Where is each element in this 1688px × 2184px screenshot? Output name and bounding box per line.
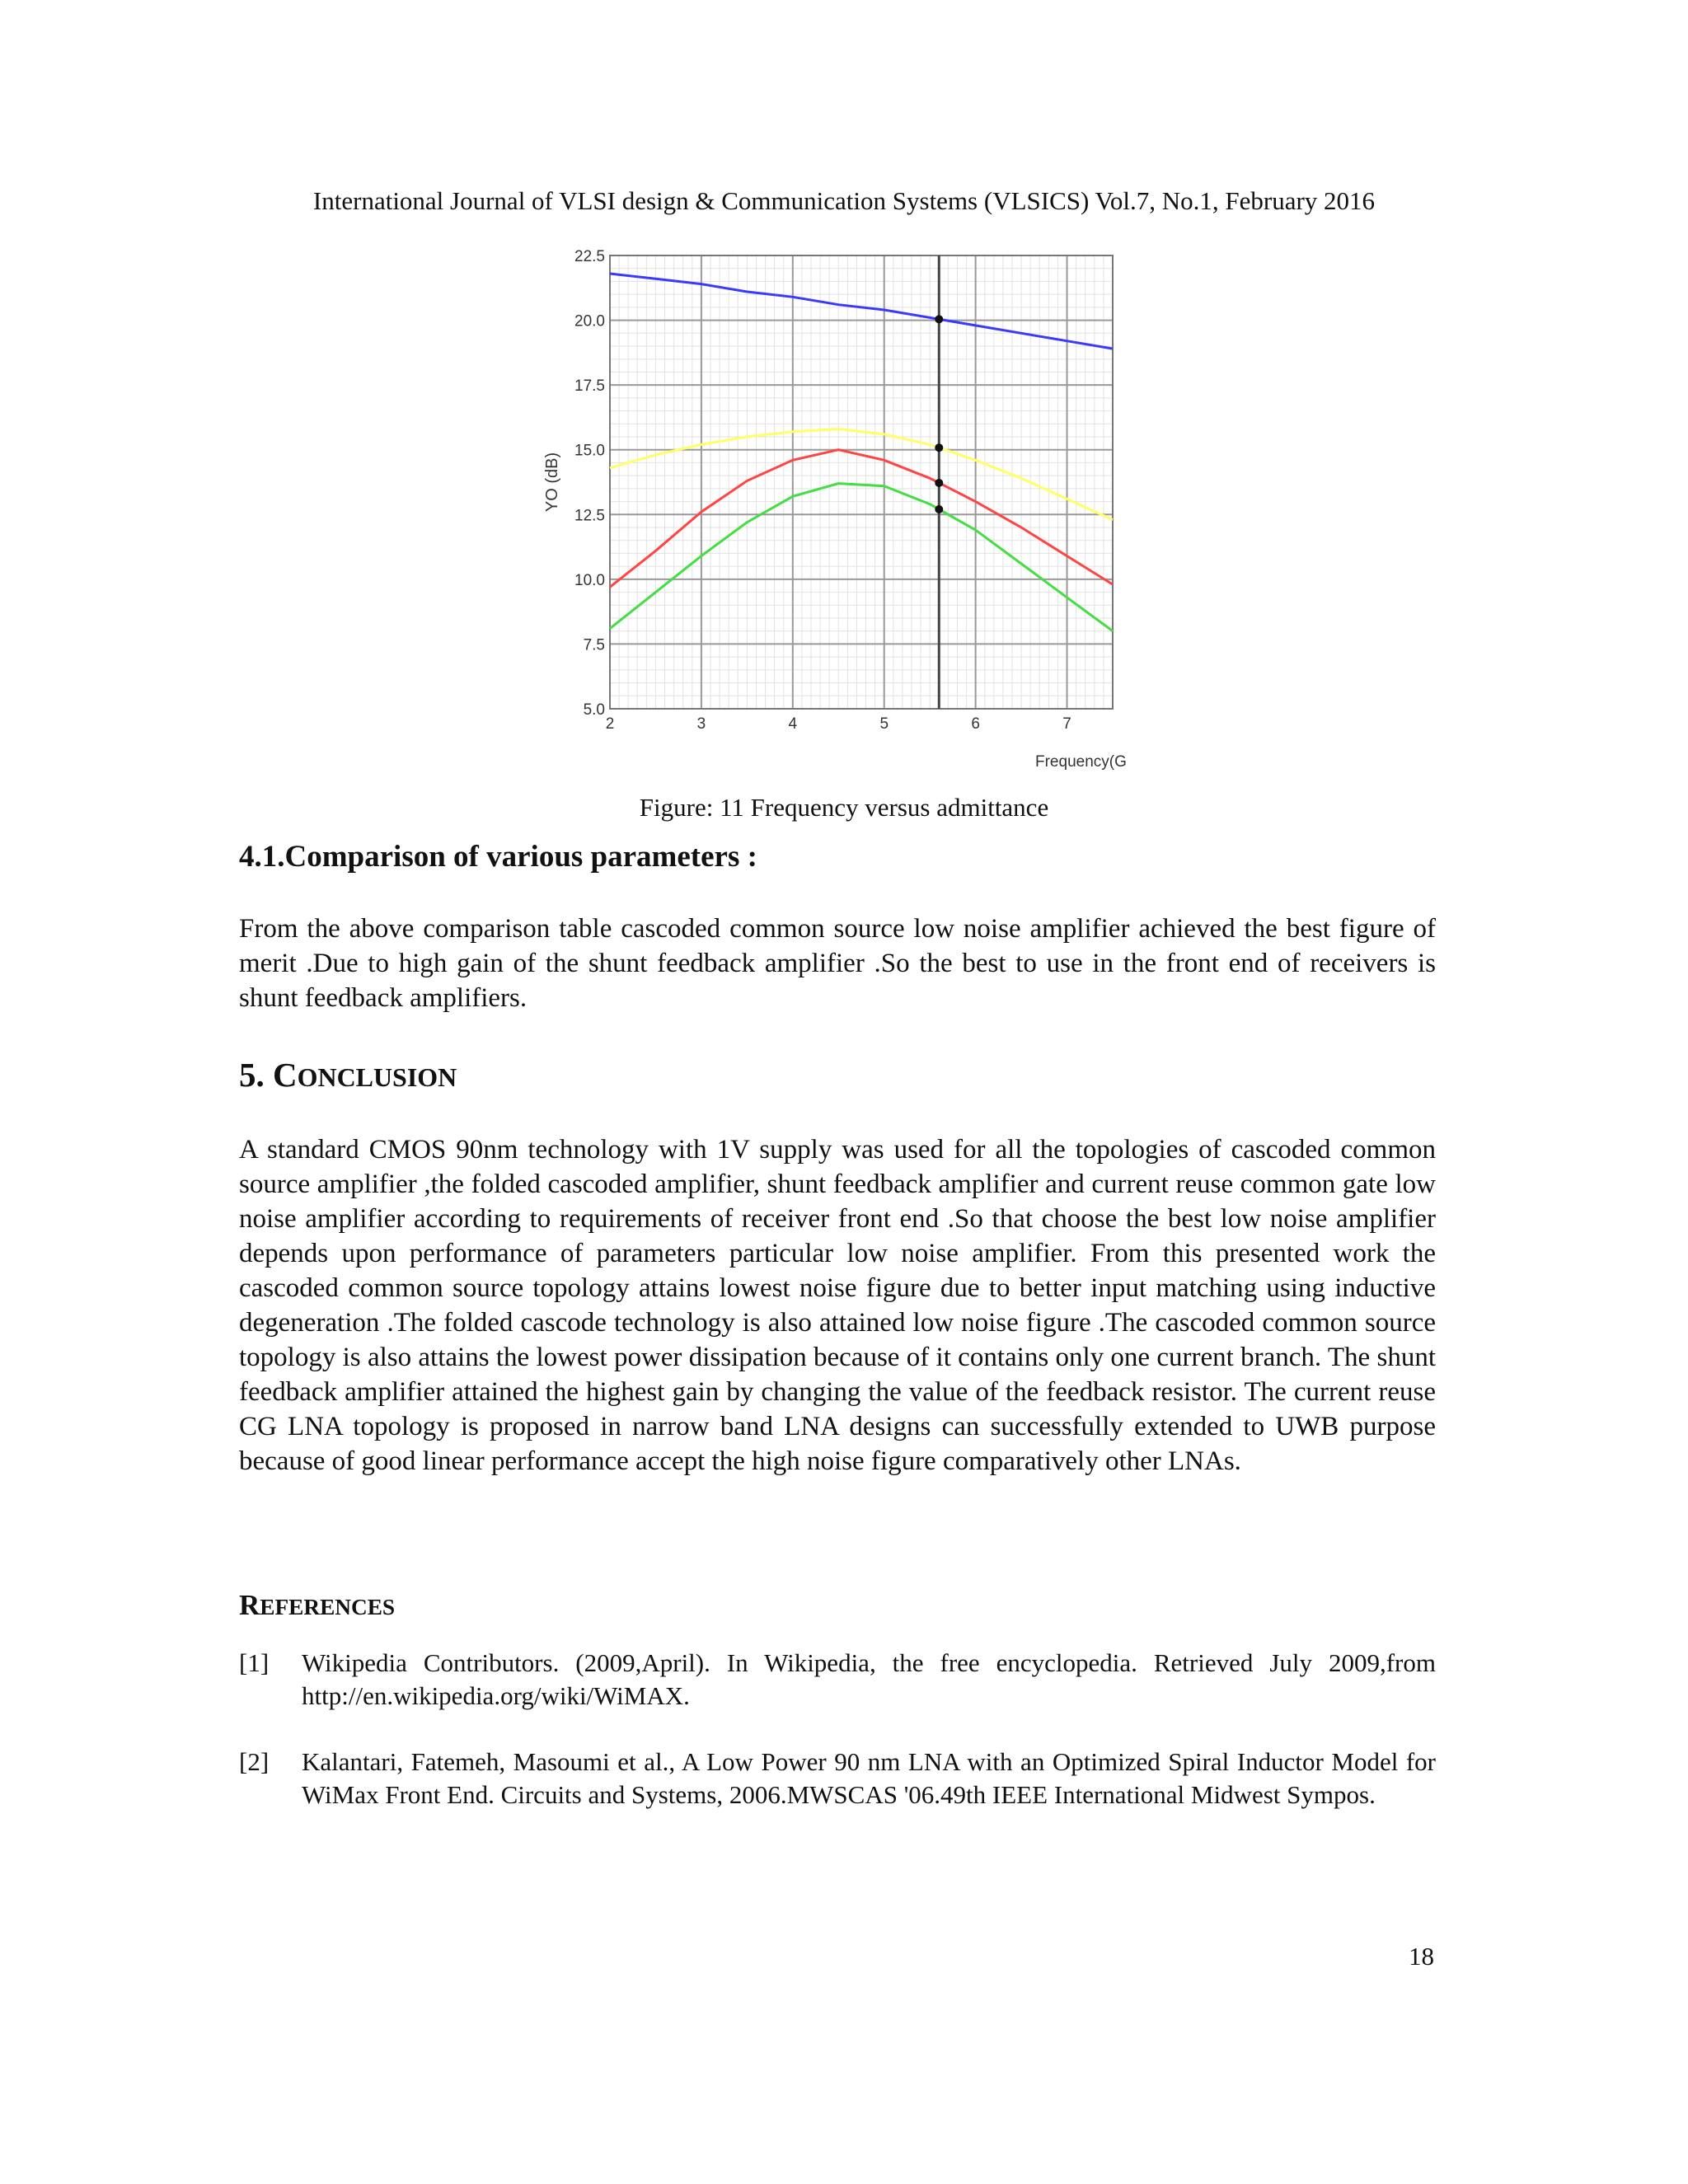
chart-y-tick-label: 5.0	[583, 701, 605, 719]
chart-marker-dot	[935, 315, 943, 323]
chart-y-tick-label: 20.0	[574, 312, 605, 330]
frequency-admittance-chart	[536, 239, 1129, 783]
chart-series-line-2	[610, 429, 1113, 520]
chart-x-tick-label: 3	[696, 715, 706, 733]
chart-y-tick-label: 12.5	[574, 507, 605, 525]
references-heading-initial: R	[239, 1589, 260, 1621]
chart-series-layer	[610, 274, 1113, 631]
chart-marker-dot	[935, 479, 943, 487]
chart-x-tick-label: 7	[1062, 715, 1071, 733]
chart-y-tick-label: 17.5	[574, 377, 605, 396]
reference-item	[239, 1746, 1436, 1811]
section-4-1-body	[239, 912, 1436, 1015]
conclusion-heading-initial: 5. C	[239, 1056, 298, 1094]
chart-x-tick-label: 5	[879, 715, 889, 733]
figure-caption: Figure: 11 Frequency versus admittance	[639, 793, 1049, 822]
chart-x-tick-label: 2	[605, 715, 615, 733]
chart-marker-dot	[935, 443, 943, 452]
chart-marker-dot	[935, 505, 943, 513]
chart-major-grid	[610, 255, 1113, 709]
reference-item	[239, 1647, 1436, 1713]
chart-minor-grid	[610, 255, 1113, 709]
page-number: 18	[1409, 1942, 1434, 1971]
chart-y-tick-label: 10.0	[574, 571, 605, 589]
reference-text: Wikipedia Contributors. (2009,April). In Wikipedia, the free encyclopedia. Retrieved July 2009,from http://en.wikipedia.org/wiki/WiMAX.	[302, 1648, 1436, 1710]
conclusion-paragraph: A standard CMOS 90nm technology with 1V supply was used for all the topologies of cascoded common source amplifier ,the folded cascoded amplifier, shunt feedback amplifier and current reuse common gate low noise amplifier according to requirements of receiver front end .So that choose the best low noise amplifier depends upon performance of parameters particular low noise amplifier. From this presented work the cascoded common source topology attains lowest noise figure due to better input matching using inductive degeneration .The folded cascode technology is also attained low noise figure .The cascoded common source topology is also attains the lowest power dissipation because of it contains only one current branch. The shunt feedback amplifier attained the highest gain by changing the value of the feedback resistor. The current reuse CG LNA topology is proposed in narrow band LNA designs can successfully extended to UWB purpose because of good linear performance accept the high noise figure comparatively other LNAs.	[239, 1135, 1436, 1476]
chart-series-line-1	[610, 274, 1113, 349]
reference-text: Kalantari, Fatemeh, Masoumi et al., A Low Power 90 nm LNA with an Optimized Spiral Inductor Model for WiMax Front End. Circuits and Systems, 2006.MWSCAS '06.49th IEEE International Midwest Sympos.	[302, 1747, 1436, 1809]
section-4-1-heading: 4.1.Comparison of various parameters :	[239, 840, 757, 874]
chart-x-axis-label: Frequency(G	[1035, 753, 1127, 771]
conclusion-heading-rest: ONCLUSION	[297, 1063, 457, 1092]
reference-number: [2]	[239, 1747, 270, 1776]
conclusion-heading	[239, 1055, 457, 1094]
references-heading-rest: EFERENCES	[260, 1595, 396, 1619]
chart-y-ticks	[574, 248, 605, 719]
running-header: International Journal of VLSI design & Communication Systems (VLSICS) Vol.7, No.1, February 2016	[312, 186, 1376, 215]
chart-y-tick-label: 7.5	[583, 636, 605, 654]
chart-y-tick-label: 22.5	[574, 248, 605, 265]
chart-y-axis-label: YO (dB)	[543, 452, 561, 513]
chart-x-ticks	[606, 715, 1071, 733]
section-4-1-paragraph: From the above comparison table cascoded common source low noise amplifier achieved the best figure of merit .Due to high gain of the shunt feedback amplifier .So the best to use in the front end of receivers is shunt feedback amplifiers.	[239, 914, 1436, 1013]
chart-y-tick-label: 15.0	[574, 442, 605, 460]
chart-series-line-4	[610, 484, 1113, 631]
chart-x-tick-label: 6	[971, 715, 980, 733]
chart-x-tick-label: 4	[788, 715, 798, 733]
conclusion-body	[239, 1132, 1436, 1479]
references-heading	[239, 1589, 395, 1622]
reference-number: [1]	[239, 1648, 270, 1677]
chart-plot-frame	[610, 255, 1113, 709]
